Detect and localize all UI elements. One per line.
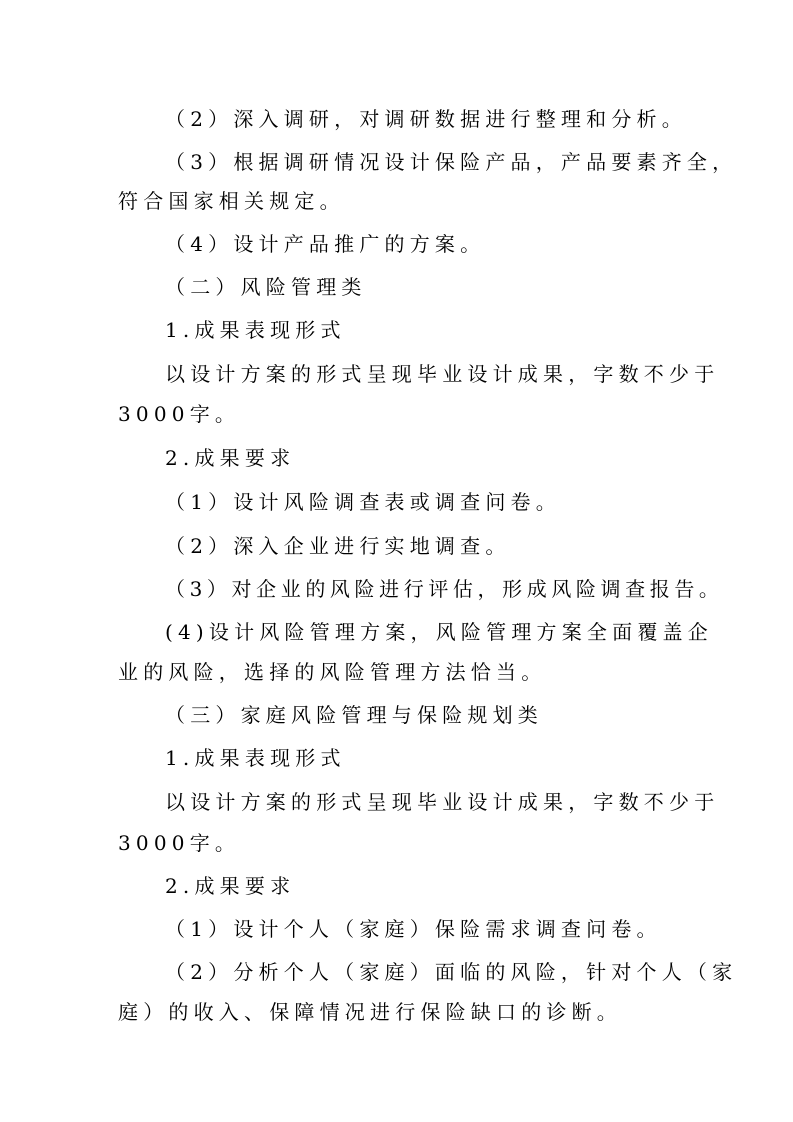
paragraph-line: 以设计方案的形式呈现毕业设计成果，字数不少于	[165, 362, 720, 386]
section-heading: （二）风险管理类	[165, 275, 367, 299]
paragraph-line: 符合国家相关规定。	[118, 189, 345, 213]
paragraph-line: （3）对企业的风险进行评估，形成风险调查报告。	[165, 577, 724, 601]
paragraph-line: （2）深入调研，对调研数据进行整理和分析。	[165, 107, 687, 131]
paragraph-line: (4)设计风险管理方案，风险管理方案全面覆盖企	[165, 620, 713, 644]
subsection-heading: 1.成果表现形式	[165, 318, 346, 342]
paragraph-line: 以设计方案的形式呈现毕业设计成果，字数不少于	[165, 790, 720, 814]
subsection-heading: 2.成果要求	[165, 874, 296, 898]
paragraph-line: （4）设计产品推广的方案。	[165, 232, 486, 256]
paragraph-line: （3）根据调研情况设计保险产品，产品要素齐全，	[165, 150, 738, 174]
paragraph-line: 庭）的收入、保障情况进行保险缺口的诊断。	[118, 1000, 622, 1024]
subsection-heading: 1.成果表现形式	[165, 746, 346, 770]
paragraph-line: （2）分析个人（家庭）面临的风险，针对个人（家	[165, 960, 738, 984]
paragraph-line: 3000字。	[118, 831, 241, 855]
section-heading: （三）家庭风险管理与保险规划类	[165, 703, 543, 727]
paragraph-line: （1）设计个人（家庭）保险需求调查问卷。	[165, 917, 662, 941]
paragraph-line: 3000字。	[118, 402, 241, 426]
paragraph-line: （1）设计风险调查表或调查问卷。	[165, 490, 561, 514]
paragraph-line: （2）深入企业进行实地调查。	[165, 534, 511, 558]
subsection-heading: 2.成果要求	[165, 446, 296, 470]
paragraph-line: 业的风险，选择的风险管理方法恰当。	[118, 660, 547, 684]
